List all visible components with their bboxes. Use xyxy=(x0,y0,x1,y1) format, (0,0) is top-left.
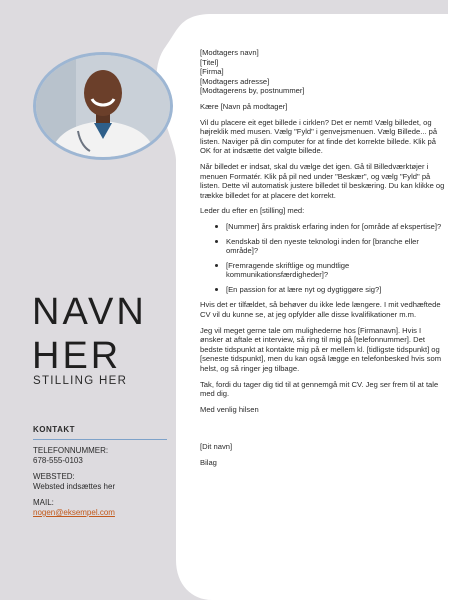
signature-space xyxy=(200,420,445,442)
qualification-list xyxy=(200,222,445,295)
recipient-line: [Modtagerens by, postnummer] xyxy=(200,86,305,96)
paragraph: Hvis det er tilfældet, så behøver du ikke lede længere. I mit vedhæftede CV vil du kunne se, at jeg opfylder alle disse kvalifikationer m.m. xyxy=(200,300,441,320)
person-portrait-photo-icon xyxy=(36,55,170,157)
list-item: Kendskab til den nyeste teknologi inden for [branche eller område]? xyxy=(226,237,445,256)
phone-value: 678-555-0103 xyxy=(33,456,83,465)
contact-section xyxy=(33,425,167,524)
closing: Med venlig hilsen xyxy=(200,404,259,414)
paragraph: Når billedet er indsat, skal du vælge det igen. Gå til Billedværktøjer i menuen Formatér. Klik på pil ned under "Beskær", og vælg "Fyld" på listen. Dette vil automatisk justere billedet til beskæring. Du kan klikke og trække billedet for at placere det korrekt. xyxy=(200,161,445,200)
signature-name: [Dit navn] xyxy=(200,442,233,452)
contact-heading: KONTAKT xyxy=(33,425,76,434)
paragraph: Tak, fordi du tager dig tid til at gennemgå mit CV. Jeg ser frem til at tale med dig. xyxy=(200,379,439,399)
greeting: Kære [Navn på modtager] xyxy=(200,101,288,111)
website-label: WEBSTED: xyxy=(33,472,75,481)
list-item: [Fremragende skriftlige og mundtlige kommunikationsfærdigheder]? xyxy=(226,261,445,280)
paragraph: Leder du efter en [stilling] med: xyxy=(200,206,305,216)
recipient-line: [Modtagers navn] xyxy=(200,48,259,57)
contact-website xyxy=(33,472,167,492)
phone-label: TELEFONNUMMER: xyxy=(33,446,109,455)
website-value: Websted indsættes her xyxy=(33,482,116,491)
paragraph: Jeg vil meget gerne tale om mulighederne hos [Firmanavn]. Hvis I ønsker at aftale et interview, så ring til mig på [telefonnummer]. Det bedste tidspunkt at kontakte mig på er mellem kl. [tidligste tidspunkt] og [seneste tidspunkt], men du kan også lægge en telefonbesked hvis som helst, og så ringer jeg tilbage. xyxy=(200,325,442,374)
enclosure: Bilag xyxy=(200,458,217,467)
email-label: MAIL: xyxy=(33,498,54,507)
list-item: [En passion for at lære nyt og dygtiggøre sig?] xyxy=(226,285,445,295)
contact-email xyxy=(33,498,167,518)
contact-divider xyxy=(33,439,167,440)
list-item: [Nummer] års praktisk erfaring inden for [område af ekspertise]? xyxy=(226,222,445,232)
email-link[interactable]: nogen@eksempel.com xyxy=(33,508,115,517)
letter-body xyxy=(200,42,445,474)
paragraph: Vil du placere eit eget billede i cirklen? Det er nemt! Vælg billedet, og højreklik med musen. Vælg "Fyld" i genvejsmenuen. Vælg Billede... på listen. Naviger på din computer for at finde det korrekte billede. Klik på OK for at indsætte det valgte billede. xyxy=(200,117,438,156)
recipient-line: [Titel] xyxy=(200,57,219,67)
name-line-1: NAVN xyxy=(32,291,147,333)
recipient-line: [Modtagers adresse] xyxy=(200,76,270,86)
job-title: STILLING HER xyxy=(33,375,128,387)
recipient-line: [Firma] xyxy=(200,67,224,77)
profile-photo[interactable] xyxy=(33,52,173,160)
contact-phone xyxy=(33,446,167,466)
name-line-2: HER xyxy=(32,335,122,377)
applicant-name xyxy=(32,290,182,378)
